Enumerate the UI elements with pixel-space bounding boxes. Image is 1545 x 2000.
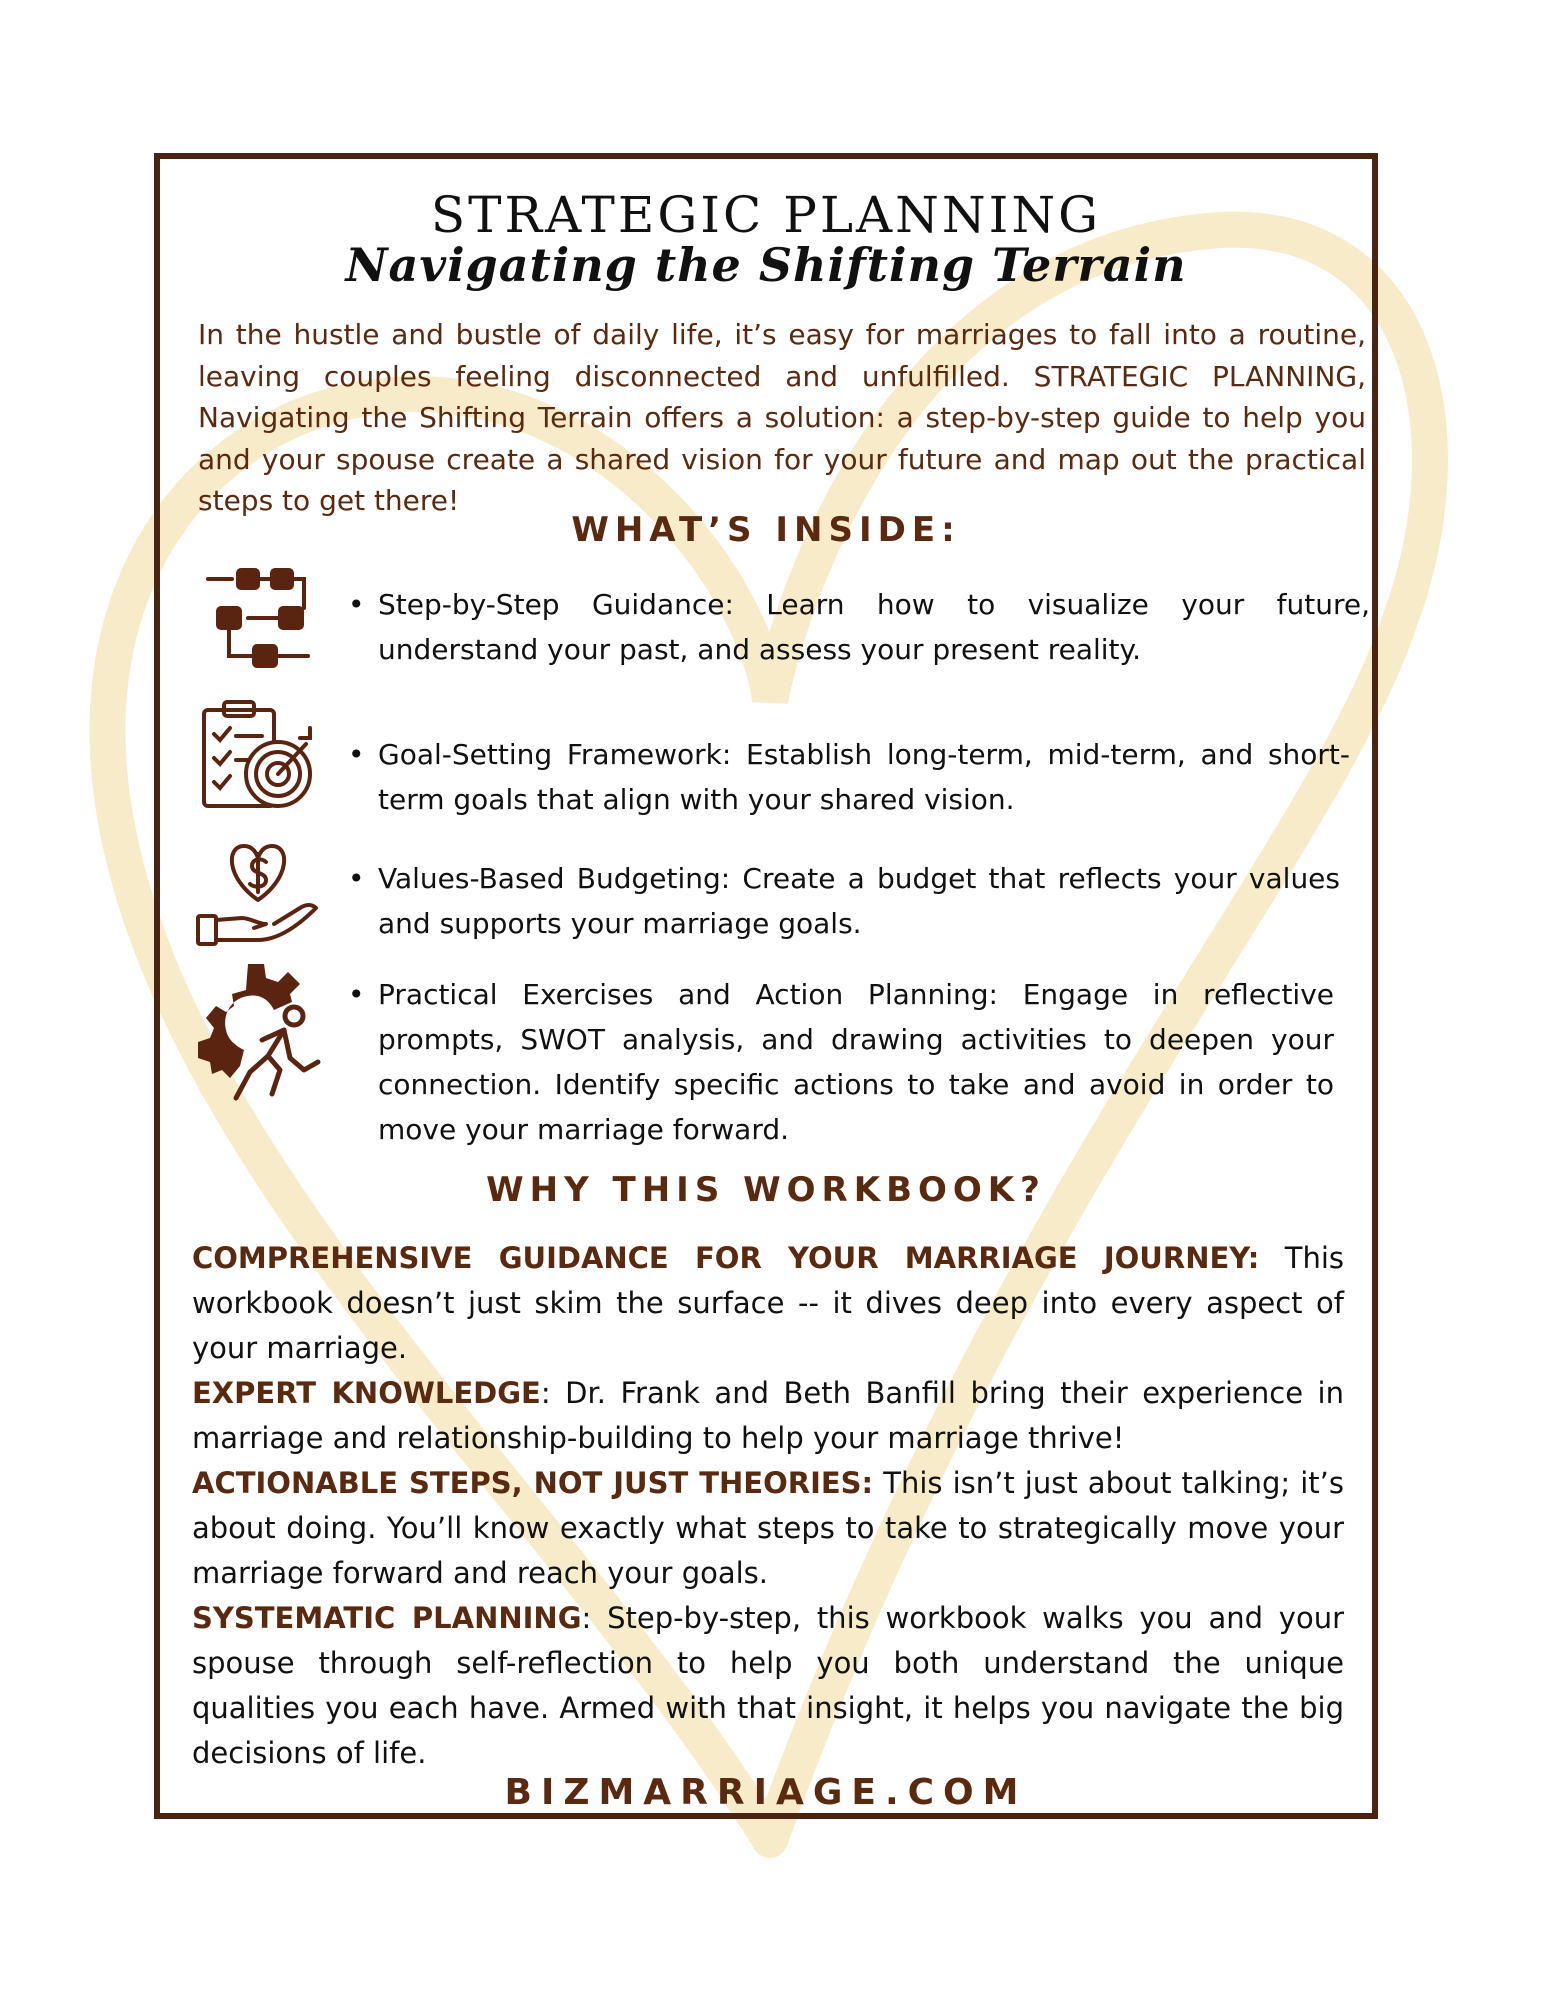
why-item-text: This workbook doesn’t just skim the surface -- it dives deep into every aspect of your marriage. bbox=[192, 1241, 1344, 1365]
website-footer[interactable]: BIZMARRIAGE.COM bbox=[504, 1772, 1028, 1813]
why-item bbox=[192, 1596, 1344, 1776]
why-item-label: ACTIONABLE STEPS, NOT JUST THEORIES: bbox=[192, 1466, 874, 1500]
why-item bbox=[192, 1461, 1344, 1596]
hand-heart-dollar-icon bbox=[196, 838, 320, 948]
bullet: • bbox=[348, 978, 365, 1011]
why-item bbox=[192, 1236, 1344, 1371]
gear-runner-icon bbox=[192, 958, 322, 1106]
why-item-text: : Dr. Frank and Beth Banfill bring their experience in marriage and relationship-building to help your marriage thrive! bbox=[192, 1376, 1344, 1455]
why-item bbox=[192, 1371, 1344, 1461]
inside-item bbox=[348, 732, 1350, 822]
intro-paragraph: In the hustle and bustle of daily life, it’s easy for marriages to fall into a routine, leaving couples feeling disconnected and unfulfilled. STRATEGIC PLANNING, Navigating the Shifting Terrain offers a solution: a step-by-step guide to help you and your spouse create a shared vision for your future and map out the practical steps to get there! bbox=[198, 318, 1366, 517]
why-item-text: : Step-by-step, this workbook walks you and your spouse through self-reflection to help you both understand the unique qualities you each have. Armed with that insight, it helps you navigate the big decisions of life. bbox=[192, 1601, 1344, 1770]
why-item-label: EXPERT KNOWLEDGE bbox=[192, 1376, 541, 1410]
why-item-label: COMPREHENSIVE GUIDANCE FOR YOUR MARRIAGE JOURNEY: bbox=[192, 1241, 1260, 1275]
bullet: • bbox=[348, 588, 365, 621]
flowchart-icon bbox=[204, 566, 314, 670]
why-workbook-heading: WHY THIS WORKBOOK? bbox=[486, 1170, 1046, 1210]
whats-inside-heading: WHAT’S INSIDE: bbox=[571, 510, 961, 550]
inside-item-text: Values-Based Budgeting: Create a budget that reflects your values and supports your marriage goals. bbox=[378, 862, 1340, 940]
inside-item-text: Step-by-Step Guidance: Learn how to visualize your future, understand your past, and assess your present reality. bbox=[378, 588, 1370, 666]
inside-item bbox=[348, 972, 1334, 1152]
bullet: • bbox=[348, 738, 365, 771]
inside-item bbox=[348, 856, 1340, 946]
page-subtitle: Navigating the Shifting Terrain bbox=[345, 238, 1187, 292]
why-item-label: SYSTEMATIC PLANNING bbox=[192, 1601, 582, 1635]
why-item-text: This isn’t just about talking; it’s about doing. You’ll know exactly what steps to take to strategically move your marriage forward and reach your goals. bbox=[192, 1466, 1344, 1590]
bullet: • bbox=[348, 862, 365, 895]
inside-item-text: Practical Exercises and Action Planning: Engage in reflective prompts, SWOT analysis, and drawing activities to deepen your connection. Identify specific actions to take and avoid in order to move your marriage forward. bbox=[378, 978, 1334, 1146]
inside-item-text: Goal-Setting Framework: Establish long-term, mid-term, and short-term goals that align with your shared vision. bbox=[378, 738, 1350, 816]
page-title: STRATEGIC PLANNING bbox=[430, 186, 1102, 244]
why-list bbox=[192, 1236, 1344, 1776]
inside-item bbox=[348, 582, 1370, 672]
clipboard-target-icon bbox=[198, 700, 318, 812]
